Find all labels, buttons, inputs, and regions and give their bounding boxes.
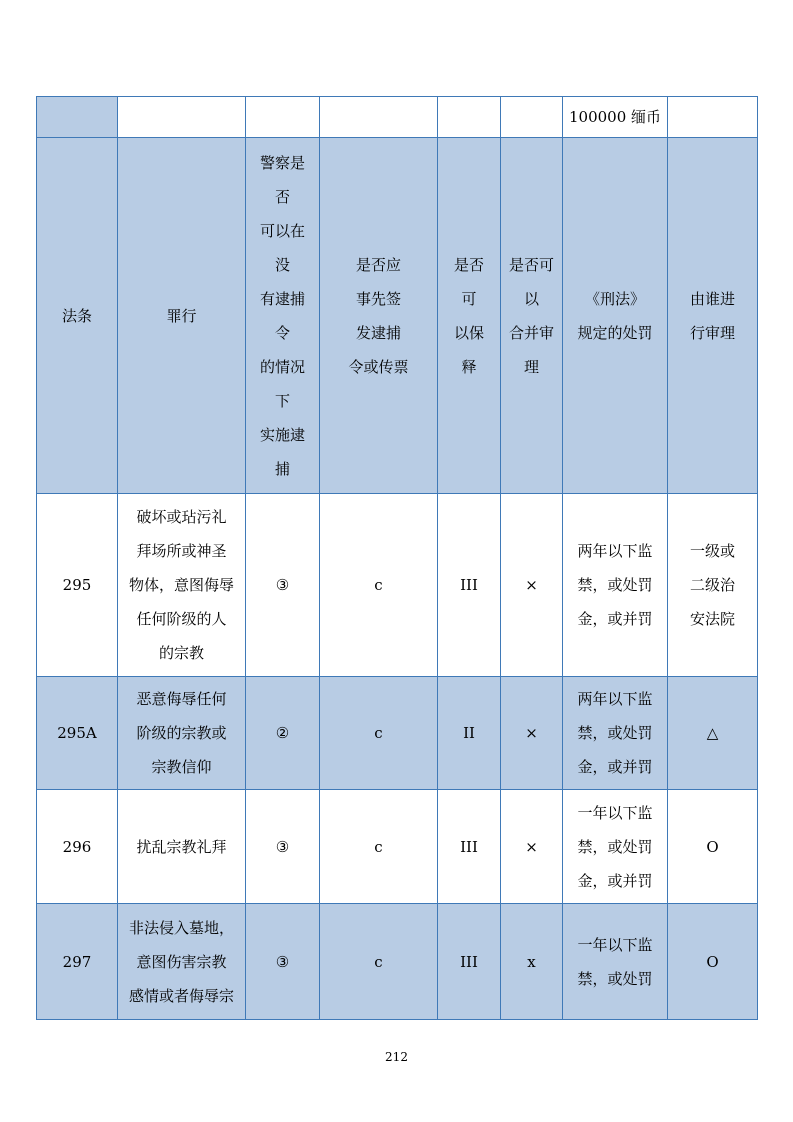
table-row [37,494,758,677]
penalty-cell: 一年以下监 禁，或处罚 金，或并罚 [563,790,668,904]
header-article: 法条 [37,138,118,494]
table-row [37,904,758,1020]
crime-cell: 非法侵入墓地， 意图伤害宗教 感情或者侮辱宗 [118,904,246,1020]
header-warrant-or-summons: 是否应 事先签 发逮捕 令或传票 [320,138,438,494]
warrant-cell: c [320,494,438,677]
continued-penalty-cell: 100000 缅币 [563,97,668,138]
arrest-cell: ③ [246,904,320,1020]
continued-crime-cell [118,97,246,138]
continued-compound-cell [501,97,563,138]
arrest-cell: ③ [246,494,320,677]
criminal-law-table [36,96,758,1020]
court-cell: △ [668,677,758,790]
article-cell: 295A [37,677,118,790]
table-row [37,790,758,904]
continued-court-cell [668,97,758,138]
court-cell: O [668,904,758,1020]
header-penalty: 《刑法》 规定的处罚 [563,138,668,494]
article-cell: 296 [37,790,118,904]
table-row-continued [37,97,758,138]
bail-cell: III [438,790,501,904]
continued-article-cell [37,97,118,138]
table-header-row [37,138,758,494]
court-cell: 一级或 二级治 安法院 [668,494,758,677]
arrest-cell: ② [246,677,320,790]
header-court: 由谁进 行审理 [668,138,758,494]
arrest-cell: ③ [246,790,320,904]
header-compoundable: 是否可 以 合并审 理 [501,138,563,494]
bail-cell: II [438,677,501,790]
crime-cell: 破坏或玷污礼 拜场所或神圣 物体，意图侮辱 任何阶级的人 的宗教 [118,494,246,677]
article-cell: 295 [37,494,118,677]
table-row [37,677,758,790]
compound-cell: × [501,677,563,790]
header-crime: 罪行 [118,138,246,494]
warrant-cell: c [320,904,438,1020]
warrant-cell: c [320,677,438,790]
warrant-cell: c [320,790,438,904]
continued-arrest-cell [246,97,320,138]
penalty-cell: 两年以下监 禁，或处罚 金，或并罚 [563,494,668,677]
bail-cell: III [438,904,501,1020]
page-number: 212 [385,1050,408,1064]
compound-cell: x [501,904,563,1020]
continued-bail-cell [438,97,501,138]
bail-cell: III [438,494,501,677]
compound-cell: × [501,790,563,904]
header-bail: 是否 可 以保 释 [438,138,501,494]
header-arrest-without-warrant: 警察是 否 可以在 没 有逮捕 令 的情况 下 实施逮 捕 [246,138,320,494]
compound-cell: × [501,494,563,677]
continued-warrant-cell [320,97,438,138]
court-cell: O [668,790,758,904]
article-cell: 297 [37,904,118,1020]
penalty-cell: 两年以下监 禁，或处罚 金，或并罚 [563,677,668,790]
crime-cell: 恶意侮辱任何 阶级的宗教或 宗教信仰 [118,677,246,790]
penalty-cell: 一年以下监 禁，或处罚 [563,904,668,1020]
crime-cell: 扰乱宗教礼拜 [118,790,246,904]
